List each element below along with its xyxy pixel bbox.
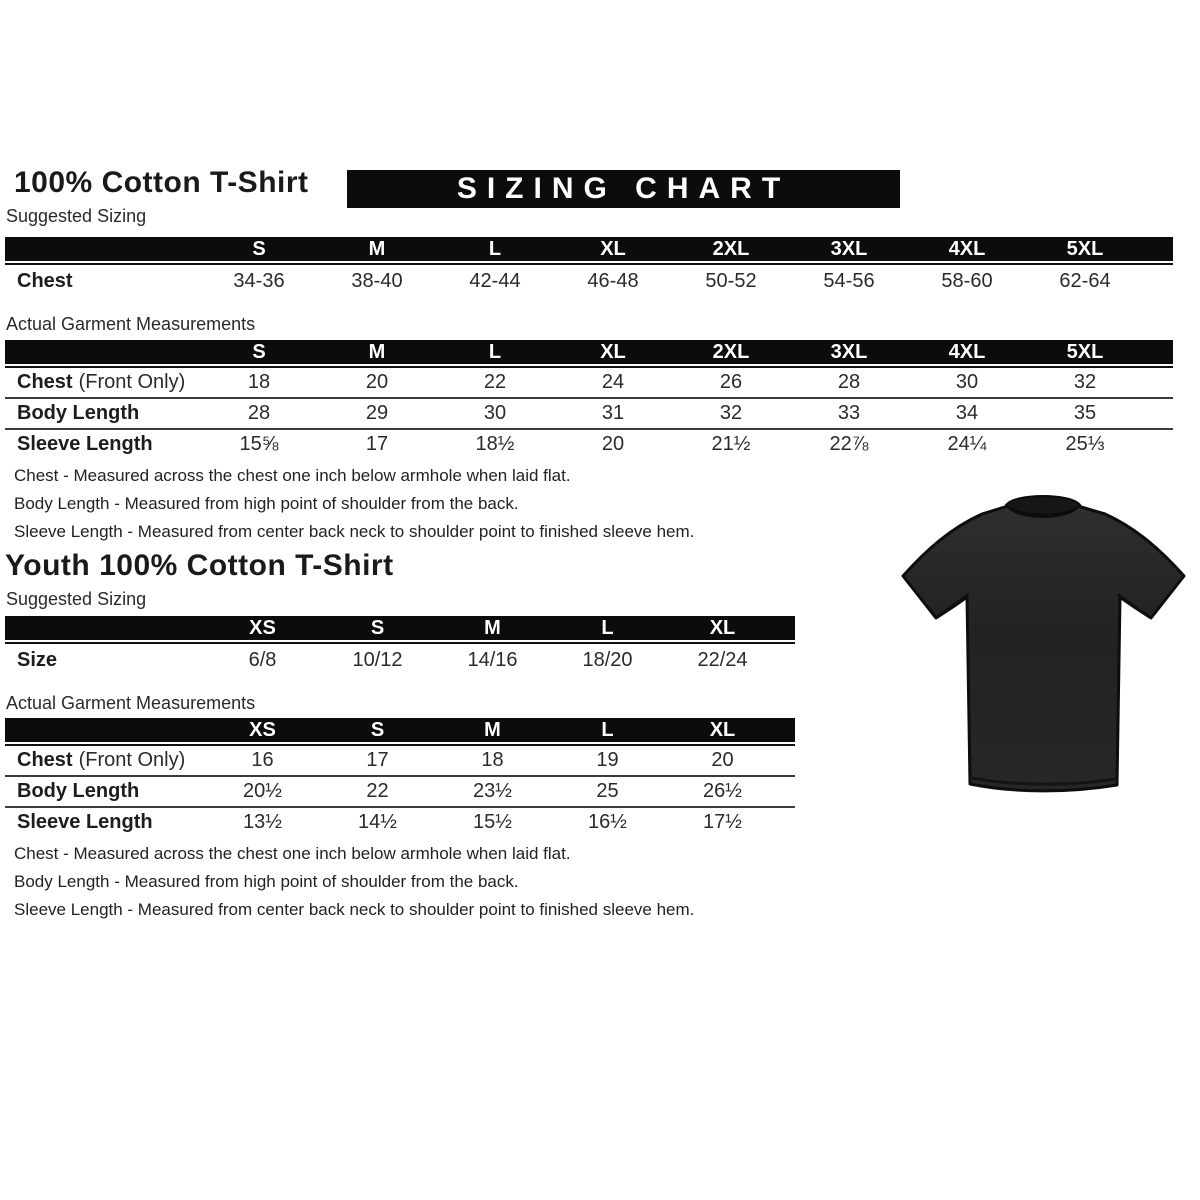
row-label-suffix: (Front Only) [78,371,186,393]
size-column-header: XL [600,237,626,260]
chest-range-cell: 50-52 [705,270,757,292]
measurement-row-body-length [5,397,1173,428]
row-label-suffix: (Front Only) [78,749,186,771]
note-line: Chest - Measured across the chest one inch below armhole when laid flat. [14,844,571,863]
measurement-cell: 26 [719,371,743,393]
youth-suggested-table [5,616,795,677]
sizing-chart-banner: SIZING CHART [347,170,900,208]
tshirt-photo [893,480,1193,815]
row-label: Sleeve Length [17,811,153,833]
measurement-cell: 33 [837,402,861,424]
chest-range-row [5,265,1173,298]
note-line: Body Length - Measured from high point of shoulder from the back. [14,494,519,513]
measurement-cell: 18 [481,749,504,771]
youth-suggested-heading: Suggested Sizing [6,589,147,609]
measurement-cell: 25 [596,780,619,802]
youth-notes [14,840,694,924]
measurement-cell: 31 [601,402,625,424]
measurement-cell: 22⅞ [829,433,869,455]
size-column-header: 5XL [1066,237,1104,260]
measurement-row-sleeve-length [5,806,795,837]
measurement-cell: 32 [719,402,743,424]
measurement-cell: 22 [483,371,507,393]
size-column-header: XL [600,340,626,363]
row-label: Body Length [17,780,140,802]
size-column-header: L [488,340,502,363]
youth-measurements-table [5,718,795,837]
adult-measurements-table [5,340,1173,459]
measurement-cell: 17 [366,749,389,771]
size-column-header: M [368,340,386,363]
size-column-header: L [601,718,614,741]
size-column-header: 3XL [830,237,868,260]
adult-notes [14,462,694,546]
measurement-cell: 17 [365,433,389,455]
measurement-cell: 19 [596,749,619,771]
tshirt-illustration [893,480,1193,810]
size-column-header: 5XL [1066,340,1104,363]
size-column-header: L [601,616,614,639]
row-label: Sleeve Length [17,433,153,455]
measurement-cell: 20 [365,371,389,393]
chest-range-cell: 46-48 [587,270,639,292]
measurement-cell: 35 [1073,402,1097,424]
tshirt-body-shape [903,506,1184,791]
note-line: Chest - Measured across the chest one inch below armhole when laid flat. [14,466,571,485]
page-title: 100% Cotton T-Shirt [14,166,309,199]
measurement-cell: 14½ [358,811,397,833]
note-line: Body Length - Measured from high point of shoulder from the back. [14,872,519,891]
chest-range-cell: 58-60 [941,270,993,292]
row-label [5,749,205,772]
measurement-cell: 15⅝ [239,433,279,455]
chest-range-cell: 42-44 [469,270,521,292]
chest-range-cell: 38-40 [351,270,403,292]
size-column-header: XL [709,616,736,639]
youth-suggested-header-row [5,616,795,640]
measurement-cell: 23½ [473,780,512,802]
measurement-cell: 16 [251,749,274,771]
size-column-header: 4XL [948,340,986,363]
measurement-cell: 24¼ [947,433,987,455]
measurement-row-sleeve-length [5,428,1173,459]
measurement-row-chest [5,746,795,775]
size-column-header: XS [249,616,276,639]
measurement-cell: 30 [483,402,507,424]
measurement-cell: 20 [601,433,625,455]
youth-size-cell: 10/12 [352,649,403,671]
measurement-cell: 25⅓ [1065,433,1105,455]
measurement-cell: 34 [955,402,979,424]
measurement-cell: 16½ [588,811,627,833]
chest-range-cell: 54-56 [823,270,875,292]
youth-title: Youth 100% Cotton T-Shirt [5,549,394,582]
youth-size-cell: 18/20 [582,649,633,671]
measurement-cell: 30 [955,371,979,393]
measurement-cell: 22 [366,780,389,802]
note-line: Sleeve Length - Measured from center back neck to shoulder point to finished sleeve hem. [14,522,695,541]
measurement-cell: 15½ [473,811,512,833]
size-column-header: S [370,718,385,741]
measurement-cell: 13½ [243,811,282,833]
adult-measurements-header-row [5,340,1173,364]
size-column-header: XL [709,718,736,741]
adult-suggested-heading: Suggested Sizing [6,206,147,226]
measurement-cell: 32 [1073,371,1097,393]
tshirt-collar [1006,496,1080,515]
youth-size-row [5,644,795,677]
youth-size-cell: 6/8 [248,649,277,671]
adult-suggested-header-row [5,237,1173,261]
measurement-cell: 26½ [703,780,742,802]
row-label-text: Chest [17,371,73,393]
row-label [5,371,200,394]
row-label-text: Chest [17,749,73,771]
measurement-cell: 29 [365,402,389,424]
size-column-header: XS [249,718,276,741]
measurement-cell: 17½ [703,811,742,833]
size-column-header: S [252,340,266,363]
row-label: Chest [17,270,73,292]
measurement-cell: 28 [837,371,861,393]
chest-range-cell: 62-64 [1059,270,1111,292]
measurement-cell: 28 [247,402,271,424]
adult-suggested-table [5,237,1173,298]
youth-measurements-header-row [5,718,795,742]
measurement-cell: 24 [601,371,625,393]
note-line: Sleeve Length - Measured from center back neck to shoulder point to finished sleeve hem. [14,900,695,919]
measurement-cell: 20 [711,749,734,771]
size-column-header: M [368,237,386,260]
measurement-cell: 18½ [475,433,515,455]
row-label: Size [17,649,58,671]
size-column-header: 4XL [948,237,986,260]
size-column-header: L [488,237,502,260]
size-column-header: S [370,616,385,639]
size-column-header: S [252,237,266,260]
size-column-header: 2XL [712,340,750,363]
size-column-header: 3XL [830,340,868,363]
youth-measurements-heading: Actual Garment Measurements [6,693,256,713]
chest-range-cell: 34-36 [233,270,285,292]
size-column-header: M [484,616,501,639]
youth-size-cell: 14/16 [467,649,518,671]
measurement-cell: 21½ [711,433,751,455]
measurement-cell: 18 [247,371,271,393]
adult-measurements-heading: Actual Garment Measurements [6,314,256,334]
row-label: Body Length [17,402,140,424]
size-column-header: 2XL [712,237,750,260]
measurement-cell: 20½ [243,780,282,802]
measurement-row-body-length [5,775,795,806]
measurement-row-chest [5,368,1173,397]
size-column-header: M [484,718,501,741]
youth-size-cell: 22/24 [697,649,748,671]
